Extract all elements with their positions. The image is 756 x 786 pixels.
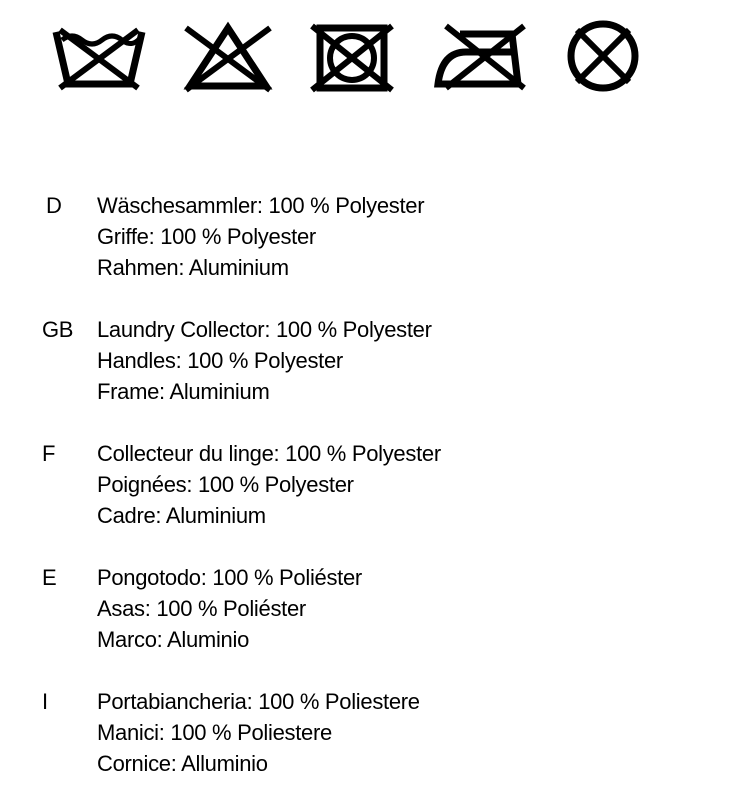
material-line: Frame: Aluminium [97,379,270,404]
language-code: F [42,441,56,466]
material-line: Asas: 100 % Poliéster [97,596,306,621]
material-line: Cornice: Alluminio [97,751,268,776]
do-not-iron-icon [432,22,528,94]
material-block-de [0,190,756,290]
do-not-dry-clean-icon [555,22,651,94]
material-lines [97,314,432,407]
do-not-wash-icon [50,22,146,94]
material-line: Poignées: 100 % Polyester [97,472,354,497]
do-not-tumble-dry-icon [304,22,400,94]
language-code: E [42,565,57,590]
material-block-it [0,686,756,786]
material-block-gb [0,314,756,414]
material-lines [97,438,441,531]
material-line: Wäschesammler: 100 % Polyester [97,193,425,218]
material-block-es [0,562,756,662]
material-line: Marco: Aluminio [97,627,250,652]
material-line: Laundry Collector: 100 % Polyester [97,317,432,342]
material-line: Portabiancheria: 100 % Poliestere [97,689,420,714]
language-code: D [46,193,62,218]
material-lines [97,686,420,779]
material-line: Cadre: Aluminium [97,503,266,528]
material-line: Collecteur du linge: 100 % Polyester [97,441,441,466]
do-not-bleach-icon [180,22,276,94]
material-line: Handles: 100 % Polyester [97,348,343,373]
material-line: Manici: 100 % Poliestere [97,720,332,745]
material-line: Pongotodo: 100 % Poliéster [97,565,362,590]
language-code: GB [42,317,74,342]
material-lines [97,562,362,655]
material-line: Griffe: 100 % Polyester [97,224,316,249]
material-block-fr [0,438,756,538]
material-lines [97,190,424,283]
care-symbols-row [0,0,756,110]
material-line: Rahmen: Aluminium [97,255,289,280]
language-code: I [42,689,48,714]
